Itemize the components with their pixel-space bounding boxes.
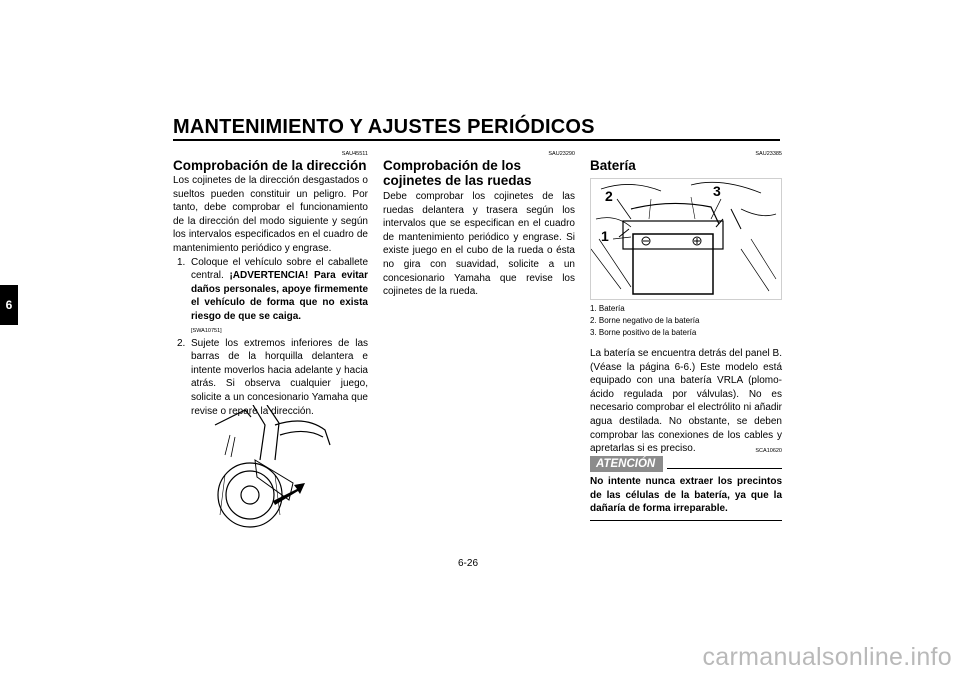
- section-battery: [590, 151, 782, 173]
- intro-paragraph: Los cojinetes de la dirección desgastados o sueltos pueden constituir un peligro. Por tanto, debe comprobar el funcionamiento de la dirección del modo siguiente y según los intervalos especificados en el cuadro de mantenimiento periódico y engrase.: [173, 175, 368, 254]
- notice-text: No intente nunca extraer los precintos de las células de la batería, ya que la dañaría de forma irreparable.: [590, 475, 782, 521]
- callout-2: 2: [605, 188, 613, 204]
- notice-badge: ATENCIÓN: [590, 456, 663, 472]
- step-1: [177, 256, 368, 336]
- section-code: SAU23385: [755, 151, 782, 157]
- page-number: 6-26: [458, 558, 479, 569]
- section-title: Comprobación de la dirección: [173, 158, 367, 173]
- caption-2: 2. Borne negativo de la batería: [590, 315, 700, 325]
- callout-3: 3: [713, 183, 721, 199]
- step-1-text: Coloque el vehículo sobre el caballete central.: [191, 256, 368, 282]
- section-title: Comprobación de los cojinetes de las ruedas: [383, 158, 532, 188]
- step-2-number: 2.: [177, 337, 186, 349]
- step-2-text: Sujete los extremos inferiores de las barras de la horquilla delantera e intente moverlos hacia adelante y hacia atrás. Si observa cualquier juego, solicite a un concesionario Yamaha que revise o repare la dirección.: [191, 337, 368, 417]
- caption-3: 3. Borne positivo de la batería: [590, 327, 697, 337]
- section-wheel-bearings: [383, 151, 575, 299]
- battery-illustration: [590, 178, 782, 300]
- step-1-warning: ¡ADVERTENCIA! Para evitar daños personales, apoye firmemente el vehículo de forma que no exista riesgo de que se caiga.: [191, 270, 369, 322]
- wheel-bearings-paragraph: Debe comprobar los cojinetes de las ruedas delantera y trasera según los intervalos que se especifican en el cuadro de mantenimiento periódico y engrase. Si existe juego en el cubo de la rueda o ésta no gira con suavidad, solicite a un concesionario Yamaha que revise los cojinetes de la rueda.: [383, 191, 575, 298]
- notice-rule: [667, 468, 782, 470]
- notice-code: SCA10620: [755, 448, 782, 454]
- arrow-icon: [273, 483, 305, 505]
- callout-1: 1: [601, 228, 609, 244]
- header-rule: [173, 139, 780, 141]
- fork-illustration: [205, 405, 345, 530]
- page-header-title: MANTENIMIENTO Y AJUSTES PERIÓDICOS: [173, 116, 595, 138]
- battery-paragraph: La batería se encuentra detrás del panel B. (Véase la página 6-6.) Este modelo está equipado con una batería VRLA (plomo-ácido regulada por válvulas). No es necesario comprobar el electrólito ni añadir agua destilada. No obstante, se deben comprobar las conexiones de los cables y apretarlas si es preciso.: [590, 348, 782, 455]
- notice-block: [590, 456, 782, 521]
- step-1-number: 1.: [177, 256, 186, 268]
- section-code: SAU45511: [341, 151, 368, 157]
- chapter-tab: 6: [0, 285, 18, 325]
- section-code: SAU23290: [548, 151, 575, 157]
- caption-1: 1. Batería: [590, 304, 625, 313]
- section-title: Batería: [590, 158, 636, 173]
- section-steering-check: [173, 151, 368, 418]
- battery-captions: [590, 303, 782, 338]
- watermark: carmanualsonline.info: [702, 643, 952, 671]
- warning-code: [SWA10751]: [191, 327, 222, 334]
